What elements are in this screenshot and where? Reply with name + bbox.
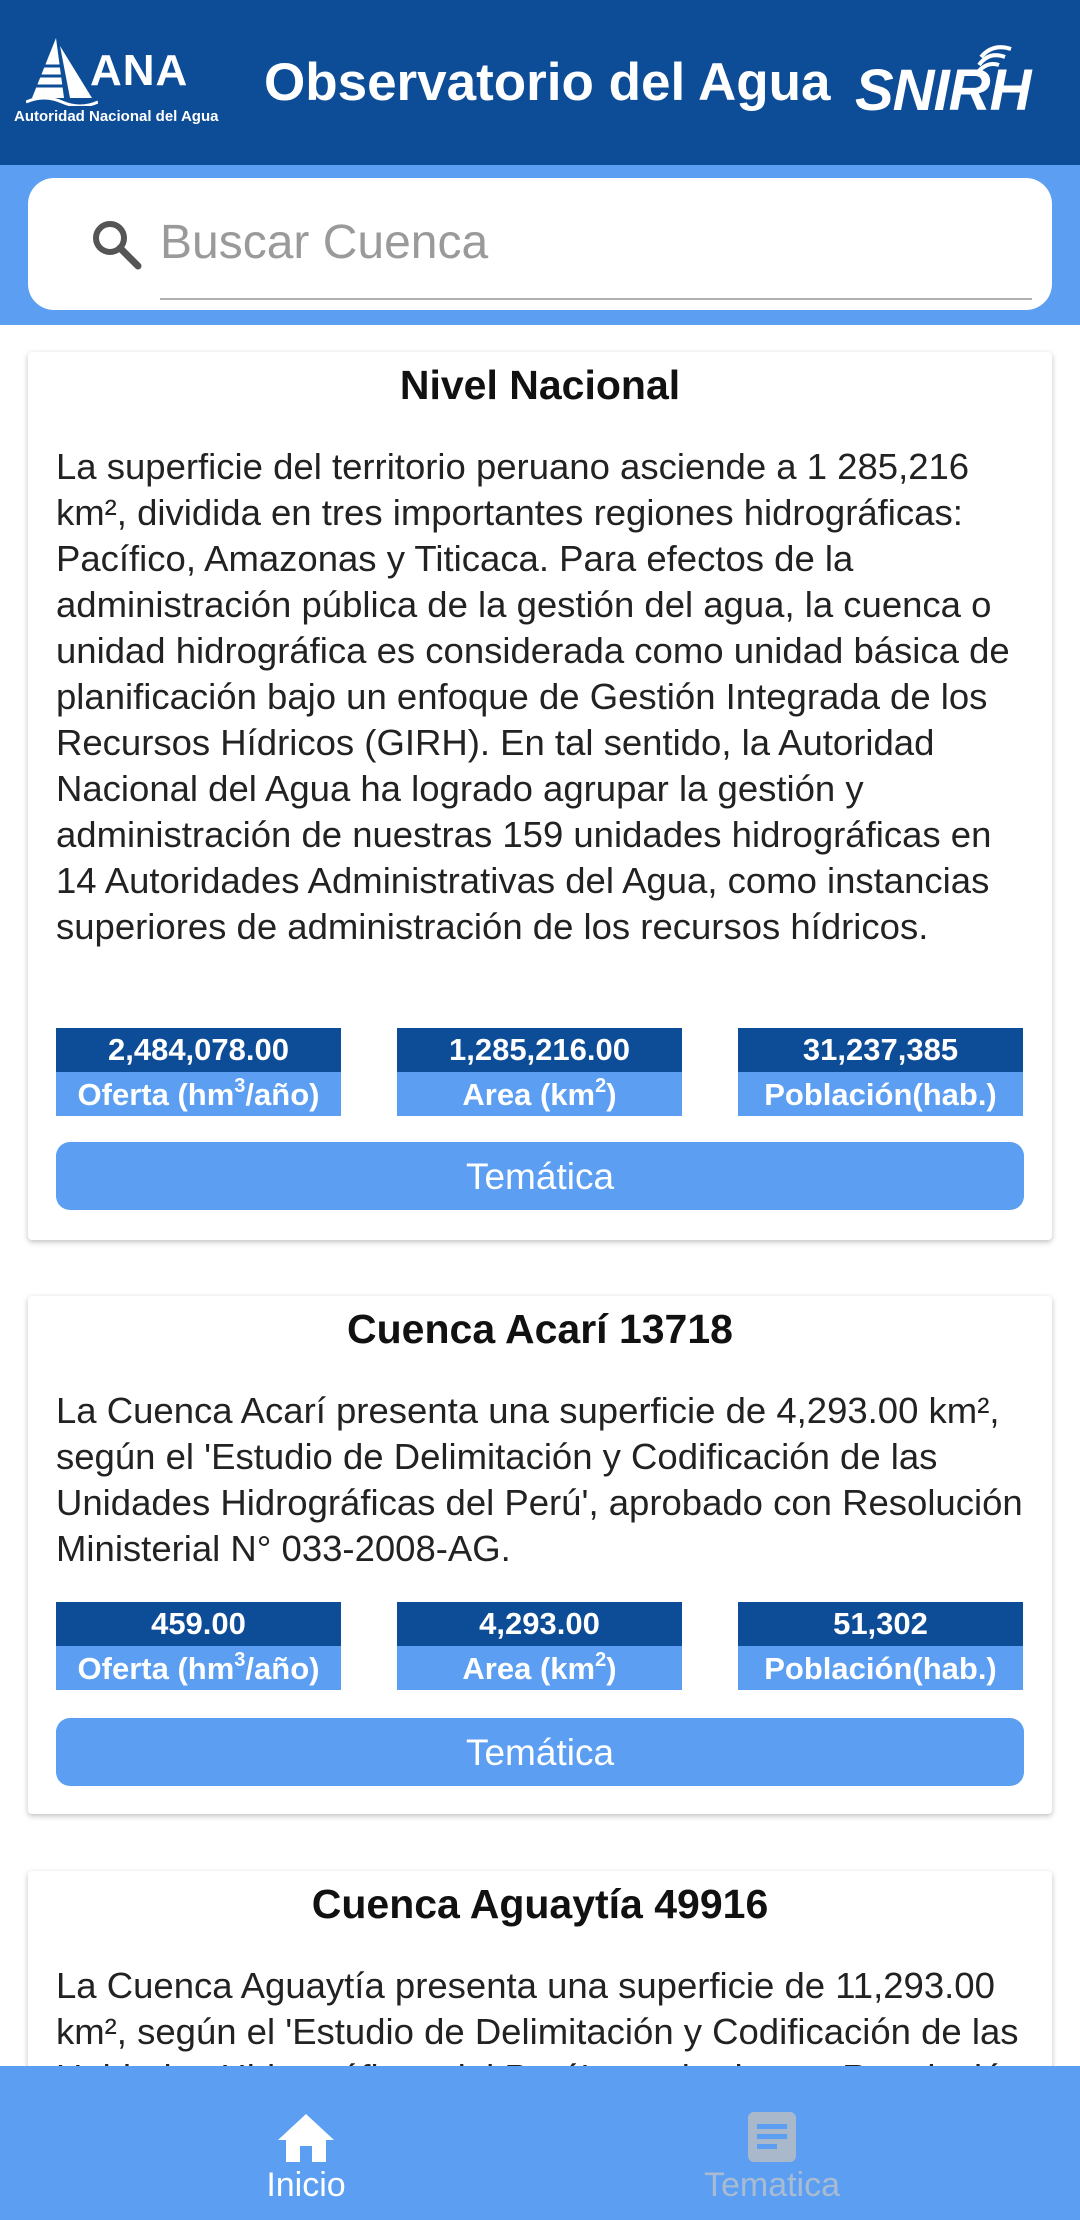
search-underline bbox=[160, 298, 1032, 300]
card-description: La superficie del territorio peruano asciende a 1 285,216 km², dividida en tres importantes regiones hidrográficas: Pacífico, Amazonas y Titicaca. Para efectos de la administración pública de la gestión del agua, la cuenca o unidad hidrográfica es considerada como unidad básica de planificación bajo un enfoque de Gestión Integrada de los Recursos Hídricos (GIRH). En tal sentido, la Autoridad Nacional del Agua ha logrado agrupar la gestión y administración de nuestras 159 unidades hidrográficas en 14 Autoridades Administrativas del Agua, como instancias superiores de administración de los recursos hídricos. bbox=[56, 446, 1010, 947]
stat-oferta-label: Oferta $(hm^3/año)$ bbox=[56, 1646, 341, 1690]
article-icon bbox=[742, 2112, 802, 2164]
snirh-logo bbox=[855, 45, 1065, 125]
search-icon[interactable] bbox=[88, 216, 144, 272]
card-description: La Cuenca Aguaytía presenta una superficie de 11,293.00 km², según el 'Estudio de Delimitación y Codificación de las bbox=[56, 1965, 1019, 2052]
card-nivel-nacional bbox=[28, 352, 1052, 1240]
stat-area-label: Area $(km^2)$ bbox=[397, 1646, 682, 1690]
nav-label-tematica: Tematica bbox=[703, 2166, 841, 2204]
page-title: Observatorio del Agua bbox=[264, 53, 831, 112]
stat-poblacion-label: Población(hab.) bbox=[738, 1646, 1023, 1690]
stat-poblacion-label: Población(hab.) bbox=[738, 1072, 1023, 1116]
stat-oferta-value: 459.00 bbox=[56, 1602, 341, 1646]
stat-poblacion bbox=[738, 1028, 1023, 1116]
app-header bbox=[0, 0, 1080, 165]
stat-area-value: 4,293.00 bbox=[397, 1602, 682, 1646]
card-title: Cuenca Aguaytía 49916 bbox=[311, 1881, 769, 1927]
stat-oferta bbox=[56, 1028, 341, 1116]
card-description: La Cuenca Acarí presenta una superficie de 4,293.00 km², según el 'Estudio de Delimitación y Codificación de las Unidades Hidrográficas del Perú', aprobado con Resolución Ministerial N° 033-2008-AG. bbox=[56, 1390, 1023, 1569]
stat-oferta bbox=[56, 1602, 341, 1690]
stat-poblacion-value: 51,302 bbox=[738, 1602, 1023, 1646]
stat-poblacion-value: 31,237,385 bbox=[738, 1028, 1023, 1072]
stat-oferta-value: 2,484,078.00 bbox=[56, 1028, 341, 1072]
ana-logo-text: ANA bbox=[90, 46, 189, 95]
home-icon bbox=[276, 2112, 336, 2164]
search-input[interactable] bbox=[160, 208, 1032, 276]
tematica-button[interactable]: Temática bbox=[56, 1142, 1024, 1210]
search-box[interactable] bbox=[28, 178, 1052, 310]
nav-label-inicio: Inicio bbox=[266, 2166, 346, 2204]
stat-area bbox=[397, 1028, 682, 1116]
stat-area bbox=[397, 1602, 682, 1690]
bottom-navigation bbox=[0, 2066, 1080, 2220]
ana-logo-subtitle: Autoridad Nacional del Agua bbox=[14, 108, 219, 125]
card-title: Nivel Nacional bbox=[399, 362, 681, 408]
stat-poblacion bbox=[738, 1602, 1023, 1690]
stat-area-label: Area $(km^2)$ bbox=[397, 1072, 682, 1116]
tematica-button[interactable]: Temática bbox=[56, 1718, 1024, 1786]
search-bar-container bbox=[0, 165, 1080, 325]
stat-area-value: 1,285,216.00 bbox=[397, 1028, 682, 1072]
ana-logo bbox=[12, 36, 232, 131]
card-title: Cuenca Acarí 13718 bbox=[347, 1306, 733, 1352]
ana-sail-icon bbox=[26, 36, 98, 106]
snirh-logo-text: SNIRH bbox=[855, 58, 1031, 123]
card-cuenca-acari bbox=[28, 1296, 1052, 1814]
stat-oferta-label: Oferta $(hm^3/año)$ bbox=[56, 1072, 341, 1116]
nav-item-tematica[interactable] bbox=[502, 2066, 1042, 2220]
nav-item-inicio[interactable] bbox=[36, 2066, 576, 2220]
